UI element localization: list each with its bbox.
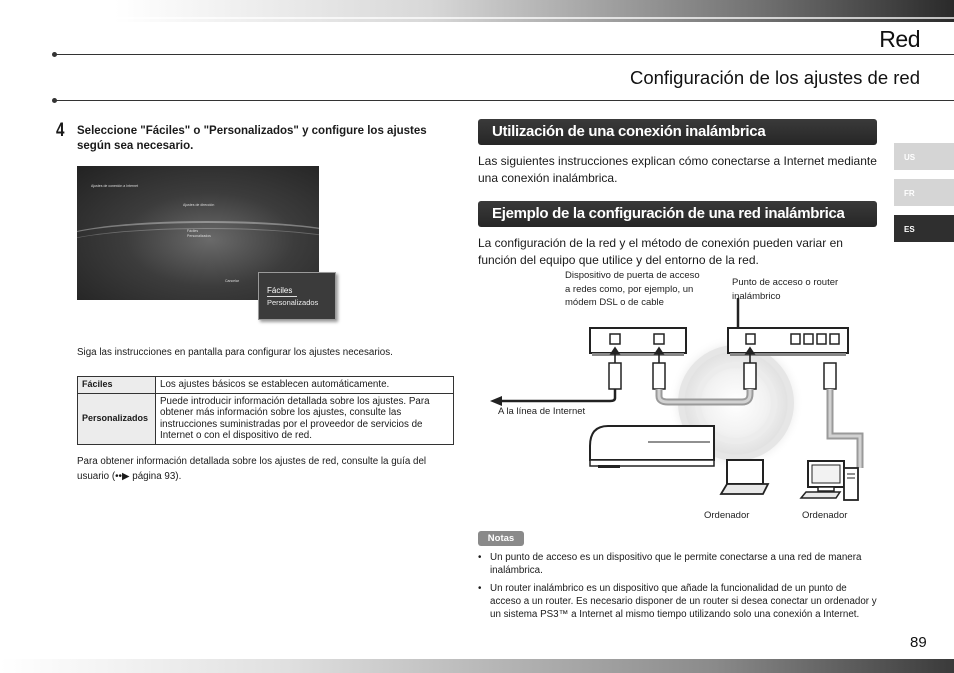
notes-list	[478, 551, 878, 625]
options-popup	[258, 272, 336, 320]
more-info-lead: Para obtener información detallada sobre los ajustes de red, consulte la guía del usuario (	[77, 456, 427, 482]
tab-es[interactable]: ES	[894, 215, 954, 242]
screen-subtitle: Ajustes de dirección	[183, 203, 215, 207]
desktop-label: Ordenador	[802, 510, 848, 521]
heading-wireless-example: Ejemplo de la configuración de una red inalámbrica	[478, 201, 877, 227]
access-point-label: Punto de acceso o router inalámbrico	[732, 277, 839, 302]
step-text: Seleccione "Fáciles" o "Personalizados" y configure los ajustes según sea necesario.	[77, 125, 427, 152]
popup-option-custom: Personalizados	[267, 298, 319, 307]
page-ref-icon: ••▶	[115, 471, 130, 482]
popup-option-easy: Fáciles	[267, 286, 293, 295]
table-value: Los ajustes básicos se establecen automáticamente.	[156, 377, 454, 394]
more-info-text	[77, 454, 447, 484]
heading-wireless-connection: Utilización de una conexión inalámbrica	[478, 119, 877, 145]
screen-option-easy: Fáciles	[187, 229, 199, 233]
laptop-label: Ordenador	[704, 510, 750, 521]
screen-option-custom: Personalizados	[187, 234, 211, 238]
desktop-computer	[801, 461, 858, 500]
notes-badge: Notas	[478, 531, 524, 546]
popup-underline	[267, 296, 297, 297]
gateway-modem	[590, 328, 686, 356]
instructions-text: Siga las instrucciones en pantalla para configurar los ajustes necesarios.	[77, 347, 393, 358]
access-point-router	[728, 298, 848, 356]
table-key: Fáciles	[78, 377, 156, 394]
list-item: • Un router inalámbrico es un dispositivo que añade la funcionalidad de un punto de acceso a un router. Es necesario disponer de un router si desea conectar un ordenador y un sistema PS3™ a Internet al mismo tiempo utilizando solo una conexión a Internet.	[478, 582, 878, 622]
divider-rule	[55, 54, 954, 55]
screen-title: Ajustes de conexión a Internet	[91, 184, 139, 188]
laptop-computer	[721, 460, 768, 494]
bottom-gradient-bar	[0, 659, 954, 673]
tab-us[interactable]: US	[894, 143, 954, 170]
list-item: • Un punto de acceso es un dispositivo que le permite conectarse a una red de manera inalámbrica.	[478, 551, 878, 578]
top-bar-highlight	[0, 17, 954, 19]
section-title: Red	[879, 26, 920, 52]
table-row	[78, 393, 454, 444]
wireless-intro-text: Las siguientes instrucciones explican cómo conectarse a Internet mediante una conexión inalámbrica.	[478, 154, 877, 185]
tab-fr[interactable]: FR	[894, 179, 954, 206]
screen-cancel: Cancelar	[225, 279, 240, 283]
settings-table	[77, 376, 454, 445]
table-value: Puede introducir información detallada sobre los ajustes. Para obtener más información sobre los ajustes, consulte las instrucciones suministradas por el proveedor de servicios de Internet o con el dispositivo de red.	[156, 393, 454, 444]
more-info-ref[interactable]: página 93).	[132, 471, 182, 482]
page-number: 89	[910, 634, 927, 651]
network-diagram	[478, 268, 878, 528]
wireless-example-text: La configuración de la red y el método de conexión pueden variar en función del equipo que utilice y del entorno de la red.	[478, 236, 843, 267]
ps3-console	[590, 426, 714, 468]
internet-line-label: A la línea de Internet	[498, 406, 586, 417]
page-heading: Configuración de los ajustes de red	[629, 67, 920, 88]
divider-rule	[55, 100, 954, 101]
table-key: Personalizados	[78, 393, 156, 444]
table-row	[78, 377, 454, 394]
step-number: 4	[56, 120, 65, 141]
gateway-label: Dispositivo de puerta de acceso a redes como, por ejemplo, un módem DSL o de cable	[565, 270, 700, 308]
